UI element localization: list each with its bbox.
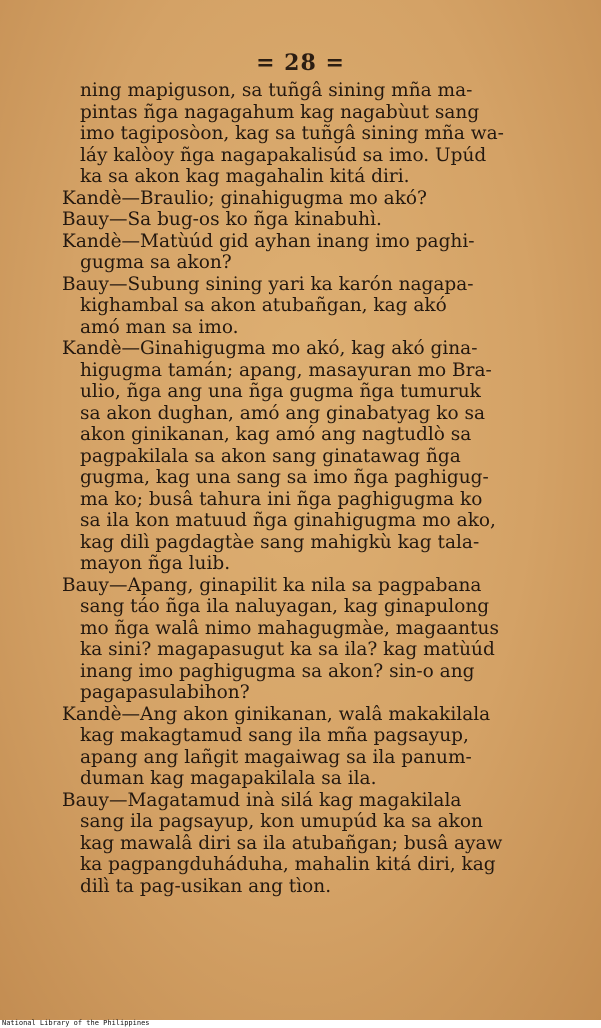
text-line: mo ñga walâ nimo mahagugmàe, magaantus [80, 617, 499, 639]
dialogue-paragraph [62, 704, 562, 790]
text-line: ma ko; busâ tahura ini ñga paghigugma ko [80, 488, 483, 510]
text-line: mayon ñga luib. [80, 553, 231, 574]
text-line: dilì ta pag-usikan ang tìon. [80, 875, 332, 897]
text-line: inang imo paghigugma sa akon? sin-o ang [80, 660, 475, 682]
text-line: Kandè—Ang akon ginikanan, walâ makakilala [62, 703, 491, 725]
text-line: sang táo ñga ila naluyagan, kag ginapulong [80, 596, 490, 617]
text-line: sang ila pagsayup, kon umupúd ka sa akon [80, 811, 483, 832]
dialogue-paragraph [62, 188, 562, 210]
text-line: ning mapiguson, sa tuñgâ sining mña ma- [80, 80, 473, 101]
text-line: ulio, ñga ang una ñga gugma ñga tumuruk [80, 381, 481, 402]
dialogue-paragraph [62, 231, 562, 274]
dialogue-paragraph [62, 274, 562, 339]
dialogue-paragraph [62, 575, 562, 704]
dialogue-paragraph [62, 338, 562, 575]
text-line: ka pagpangduháduha, mahalin kitá diri, kag [80, 854, 496, 875]
text-line: Bauy—Magatamud inà silá kag magakilala [62, 789, 462, 811]
text-line: sa ila kon matuud ñga ginahigugma mo ako, [80, 510, 496, 531]
text-line: Kandè—Ginahigugma mo akó, kag akó gina- [62, 338, 478, 359]
text-line: gugma, kag una sang sa imo ñga paghigug- [80, 467, 489, 488]
text-line: ka sa akon kag magahalin kitá diri. [80, 166, 410, 187]
text-line: ka sini? magapasugut ka sa ila? kag matùúd [80, 639, 495, 660]
text-line: gugma sa akon? [80, 252, 232, 273]
text-line: pintas ñga nagagahum kag nagabùut sang [80, 101, 480, 123]
text-line: higugma tamán; apang, masayuran mo Bra- [80, 359, 492, 381]
text-line: pagapasulabihon? [80, 682, 250, 703]
text-line: kag mawalâ diri sa ila atubañgan; busâ ayaw [80, 832, 503, 854]
text-line: akon ginikanan, kag amó ang nagtudlò sa [80, 424, 472, 445]
text-line: imo tagiposòon, kag sa tuñgâ sining mña wa- [80, 123, 504, 144]
text-line: kag dilì pagdagtàe sang mahigkù kag tala- [80, 531, 480, 553]
page-number: = 28 = [256, 50, 345, 76]
text-line: Bauy—Sa bug-os ko ñga kinabuhì. [62, 209, 382, 230]
text-line: duman kag magapakilala sa ila. [80, 768, 377, 789]
dialogue-paragraph [62, 790, 562, 898]
text-line: Bauy—Subung sining yari ka karón nagapa- [62, 273, 474, 295]
continued-paragraph [62, 80, 562, 188]
text-line: apang ang lañgit magaiwag sa ila panum- [80, 746, 472, 768]
text-line: sa akon dughan, amó ang ginabatyag ko sa [80, 402, 486, 424]
footer-credit: National Library of the Philippines [2, 1019, 150, 1027]
dialogue-paragraph [62, 209, 562, 231]
text-line: Kandè—Braulio; ginahigugma mo akó? [62, 187, 427, 209]
text-line: Kandè—Matùúd gid ayhan inang imo paghi- [62, 230, 475, 252]
text-line: láy kalòoy ñga nagapakalisúd sa imo. Upúd [80, 144, 487, 166]
text-line: Bauy—Apang, ginapilit ka nila sa pagpabana [62, 574, 482, 596]
text-line: kag makagtamud sang ila mña pagsayup, [80, 725, 469, 746]
text-line: kighambal sa akon atubañgan, kag akó [80, 295, 447, 316]
text-line: amó man sa imo. [80, 316, 239, 338]
text-block [62, 80, 562, 897]
text-line: pagpakilala sa akon sang ginatawag ñga [80, 445, 461, 467]
